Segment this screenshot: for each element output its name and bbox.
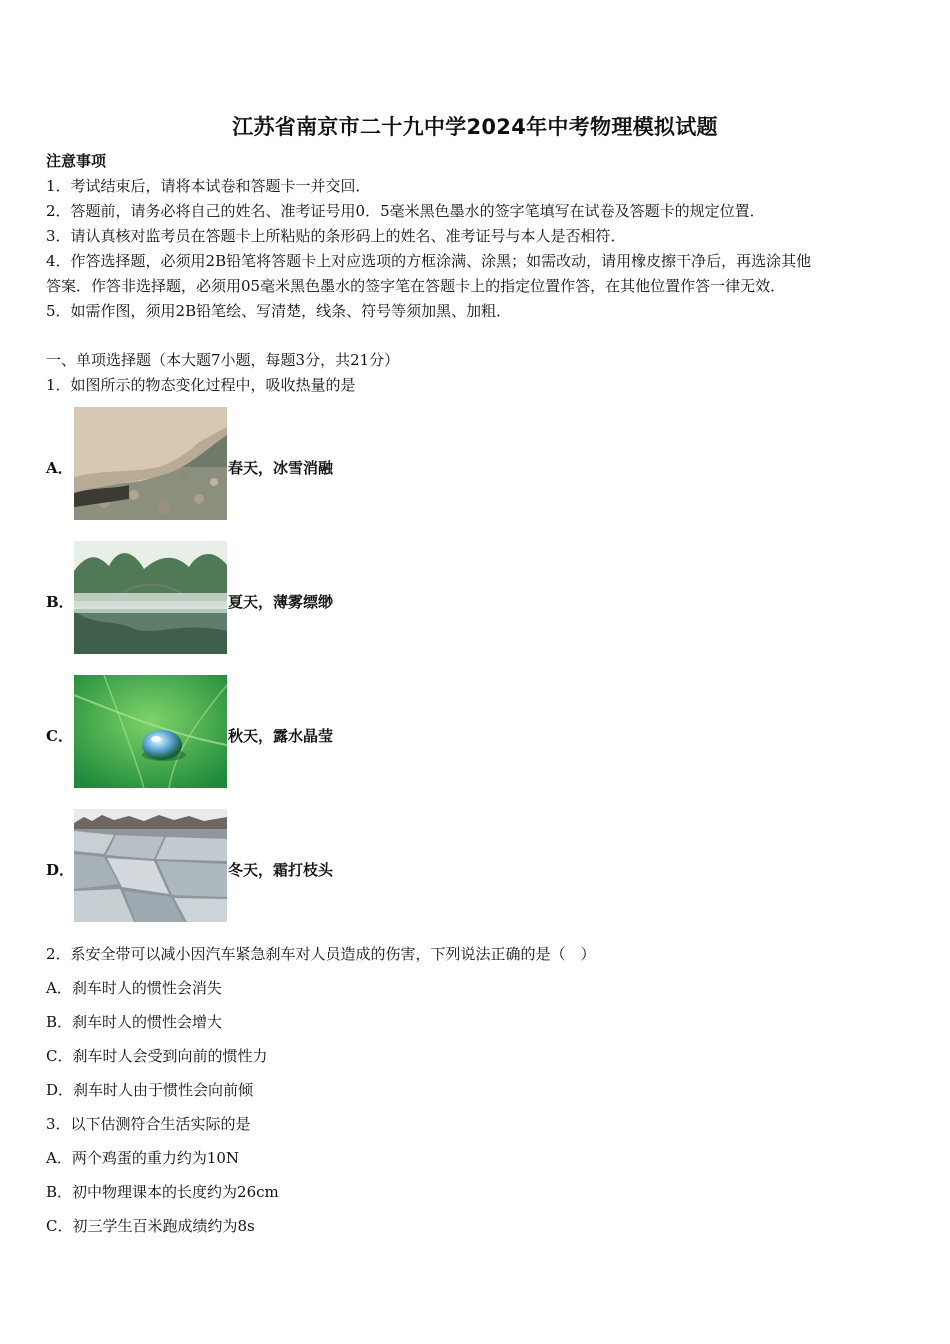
section-heading: 一、单项选择题（本大题7小题，每题3分，共21分） xyxy=(46,351,400,369)
option-caption-b: 夏天，薄雾缥缈 xyxy=(228,593,334,611)
notice-item: 1．考试结束后，请将本试卷和答题卡一并交回． xyxy=(46,177,371,195)
question-2-option: D．刹车时人由于惯性会向前倾 xyxy=(46,1081,254,1099)
question-3-option: C．初三学生百米跑成绩约为8s xyxy=(46,1217,255,1235)
question-3-option: A．两个鸡蛋的重力约为10N xyxy=(46,1149,240,1167)
option-letter-a: A． xyxy=(46,459,73,477)
option-letter-b: B． xyxy=(46,593,74,611)
melting-ice-photo xyxy=(74,407,227,520)
notice-item: 3．请认真核对监考员在答题卡上所粘贴的条形码上的姓名、准考证号与本人是否相符． xyxy=(46,227,626,245)
question-2-option: B．刹车时人的惯性会增大 xyxy=(46,1013,223,1031)
notice-item: 答案．作答非选择题，必须用05毫米黑色墨水的签字笔在答题卡上的指定位置作答，在其他位置作答一律无效． xyxy=(46,277,786,295)
page-title: 江苏省南京市二十九中学2024年中考物理模拟试题 xyxy=(232,115,718,139)
dewdrop-leaf-photo xyxy=(74,675,227,788)
notice-heading: 注意事项 xyxy=(46,152,107,170)
question-3-option: B．初中物理课本的长度约为26cm xyxy=(46,1183,279,1201)
misty-lake-photo xyxy=(74,541,227,654)
option-letter-d: D． xyxy=(46,861,75,879)
option-caption-a: 春天，冰雪消融 xyxy=(228,459,334,477)
option-letter-c: C． xyxy=(46,727,73,745)
question-2-option: A．刹车时人的惯性会消失 xyxy=(46,979,222,997)
notice-item: 5．如需作图，须用2B铅笔绘、写清楚，线条、符号等须加黑、加粗． xyxy=(46,302,512,320)
question-1-stem: 1．如图所示的物态变化过程中，吸收热量的是 xyxy=(46,376,356,394)
notice-item: 2．答题前，请务必将自己的姓名、准考证号用0．5毫米黑色墨水的签字笔填写在试卷及答题卡的规定位置． xyxy=(46,202,765,220)
question-3-stem: 3．以下估测符合生活实际的是 xyxy=(46,1115,251,1133)
option-caption-d: 冬天，霜打枝头 xyxy=(228,861,334,879)
question-2-option: C．刹车时人会受到向前的惯性力 xyxy=(46,1047,268,1065)
question-2-stem: 2．系安全带可以减小因汽车紧急刹车对人员造成的伤害，下列说法正确的是（ ） xyxy=(46,945,596,963)
notice-item: 4．作答选择题，必须用2B铅笔将答题卡上对应选项的方框涂满、涂黑；如需改动，请用橡皮擦干净后，再选涂其他 xyxy=(46,252,812,270)
frozen-lake-photo xyxy=(74,809,227,922)
option-caption-c: 秋天，露水晶莹 xyxy=(228,727,334,745)
